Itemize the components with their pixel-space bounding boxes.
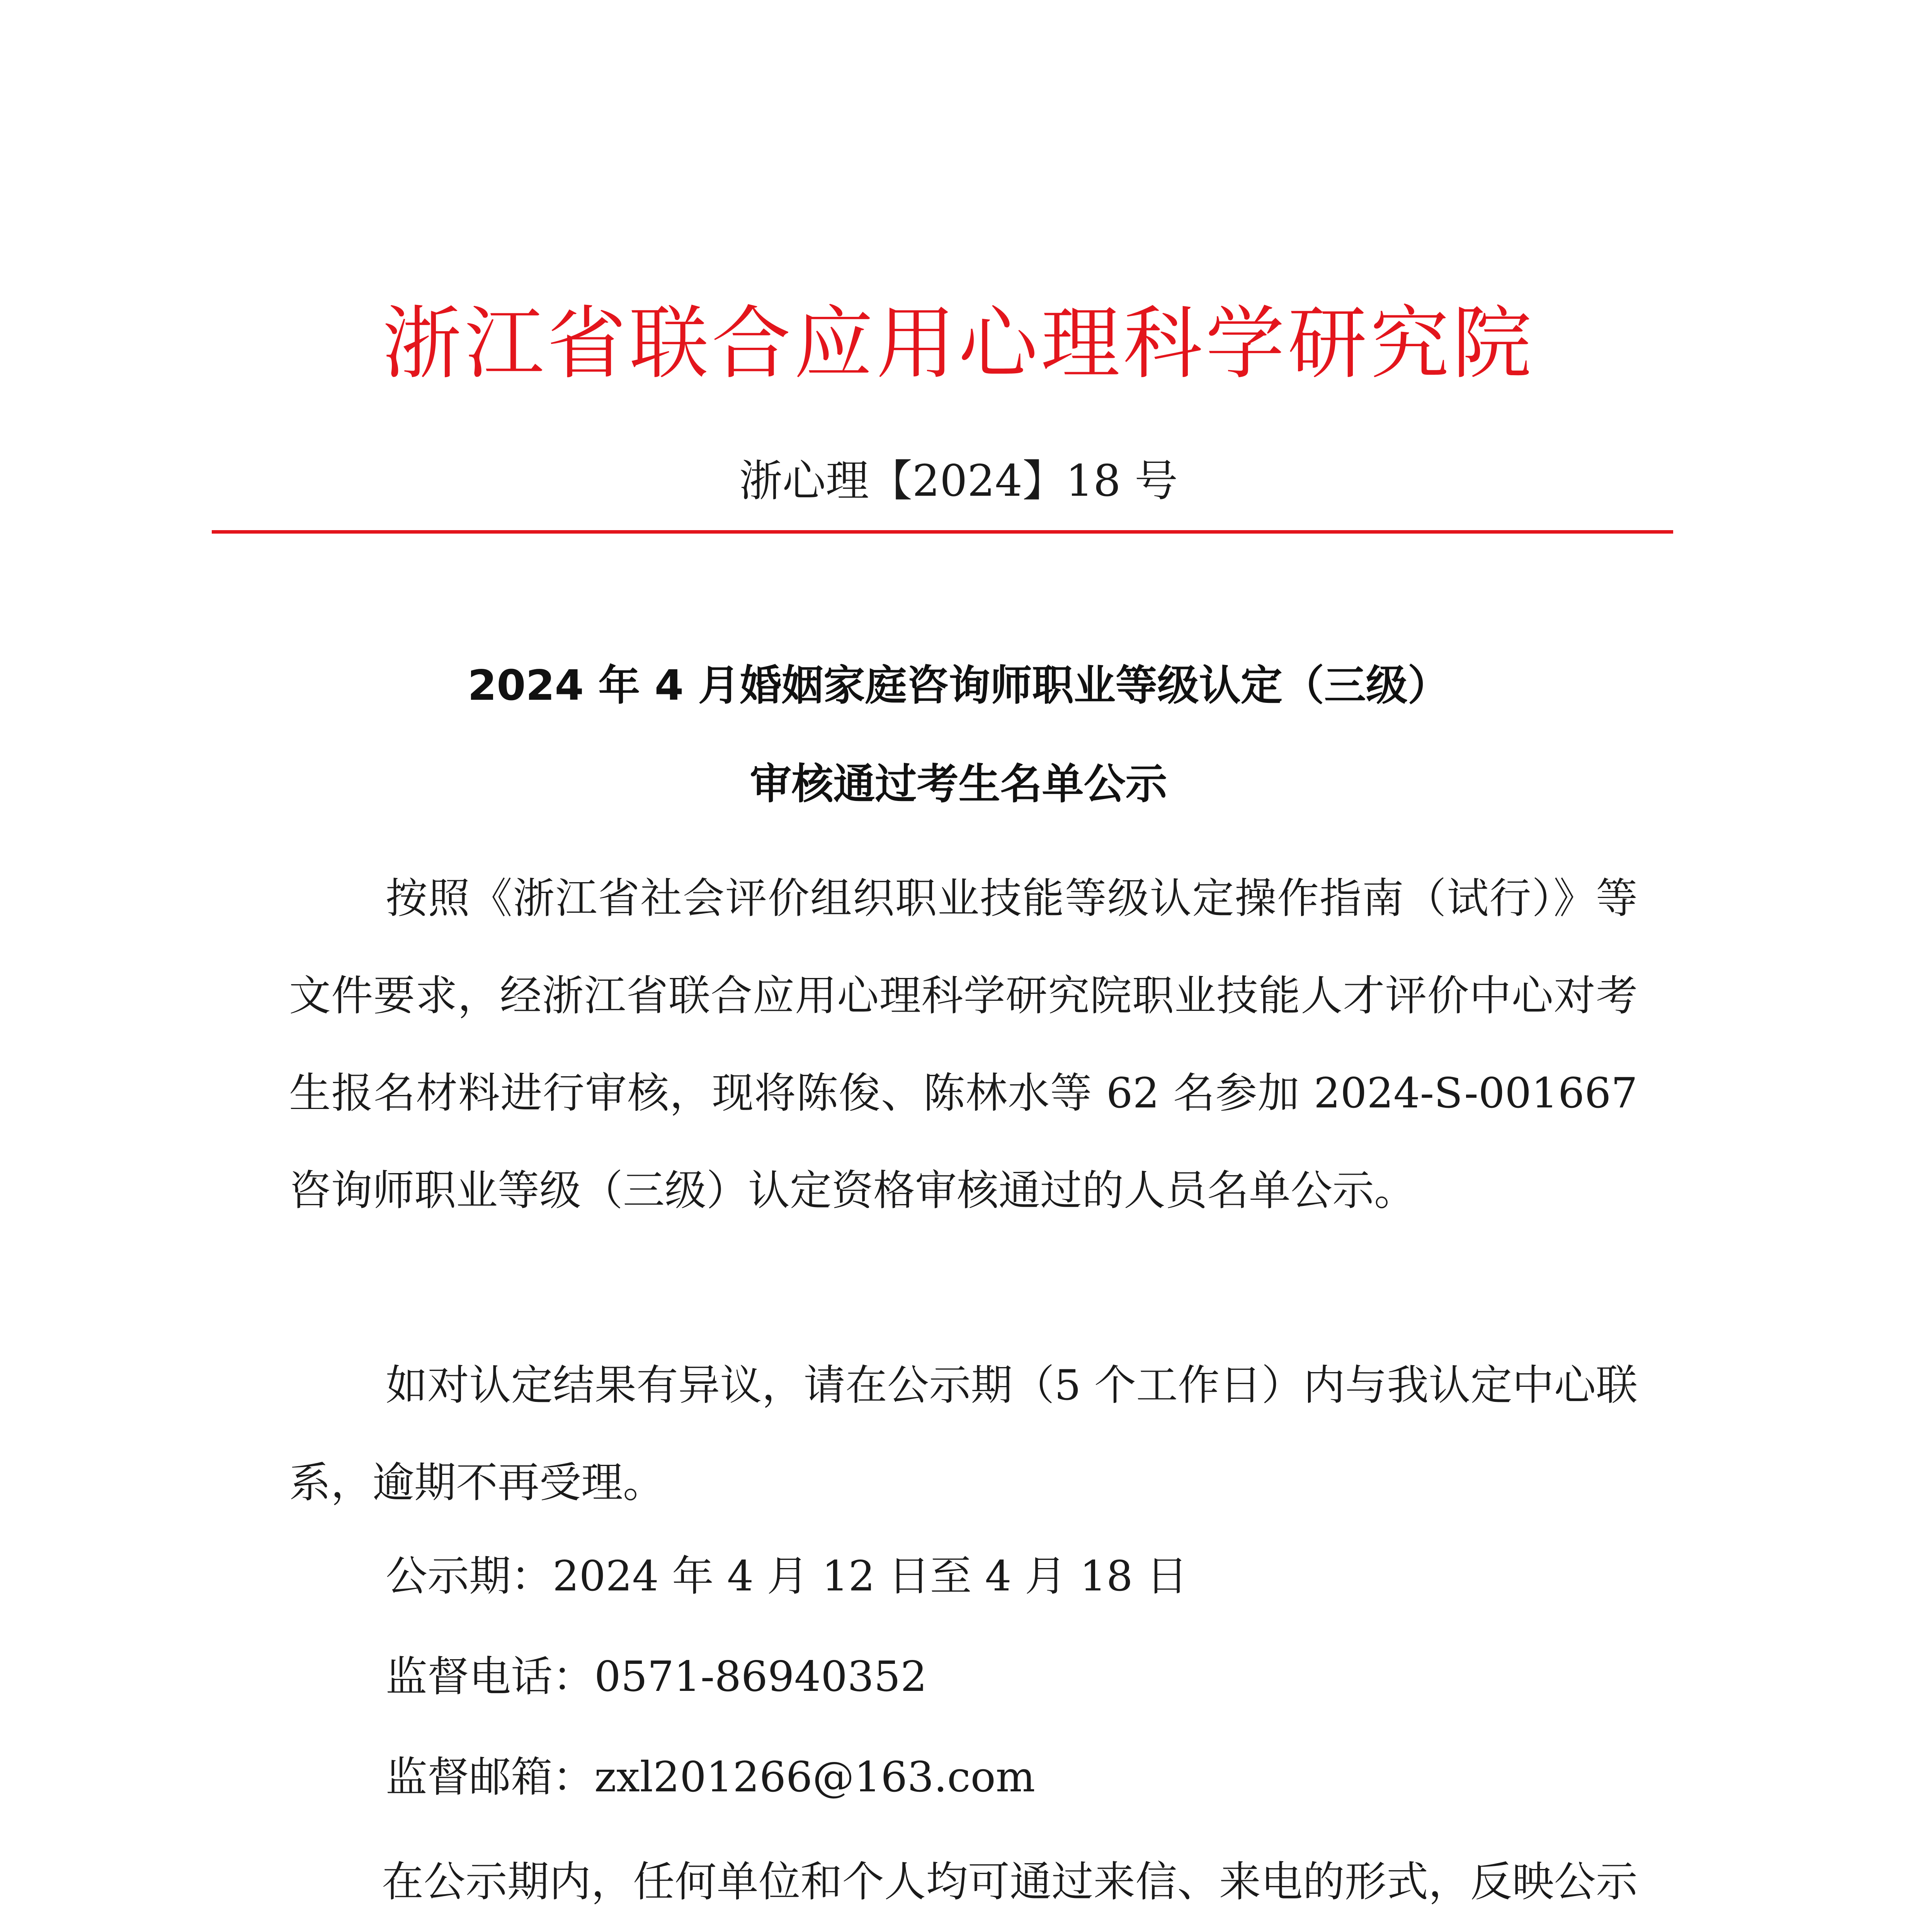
document-number: 浙心理【2024】18 号 bbox=[739, 456, 1178, 506]
body-paragraph-3: 在公示期内，任何单位和个人均可通过来信、来电的形式，反映公示 bbox=[382, 1858, 1638, 1906]
supervision-phone: 监督电话：0571-86940352 bbox=[386, 1653, 927, 1701]
issuer-heading: 浙江省联合应用心理科学研究院 bbox=[382, 298, 1535, 390]
red-divider bbox=[212, 530, 1673, 534]
publicity-period: 公示期：2024 年 4 月 12 日至 4 月 18 日 bbox=[386, 1552, 1188, 1600]
notice-title-line2: 审核通过考生名单公示 bbox=[750, 760, 1167, 808]
notice-title-line1: 2024 年 4 月婚姻家庭咨询师职业等级认定（三级） bbox=[468, 662, 1449, 710]
body-paragraph-2: 如对认定结果有异议，请在公示期（5 个工作日）内与我认定中心联系，逾期不再受理。 bbox=[289, 1361, 1638, 1507]
supervision-email: 监督邮箱：zxl201266@163.com bbox=[386, 1753, 1036, 1801]
body-paragraph-1: 按照《浙江省社会评价组织职业技能等级认定操作指南（试行）》等文件要求，经浙江省联合应用心理科学研究院职业技能人才评价中心对考生报名材料进行审核，现将陈俊、陈林水等 62 名参加 2024-S-001667 咨询师职业等级（三级）认定资格审核通过的人员名单公示。 bbox=[289, 874, 1638, 1215]
